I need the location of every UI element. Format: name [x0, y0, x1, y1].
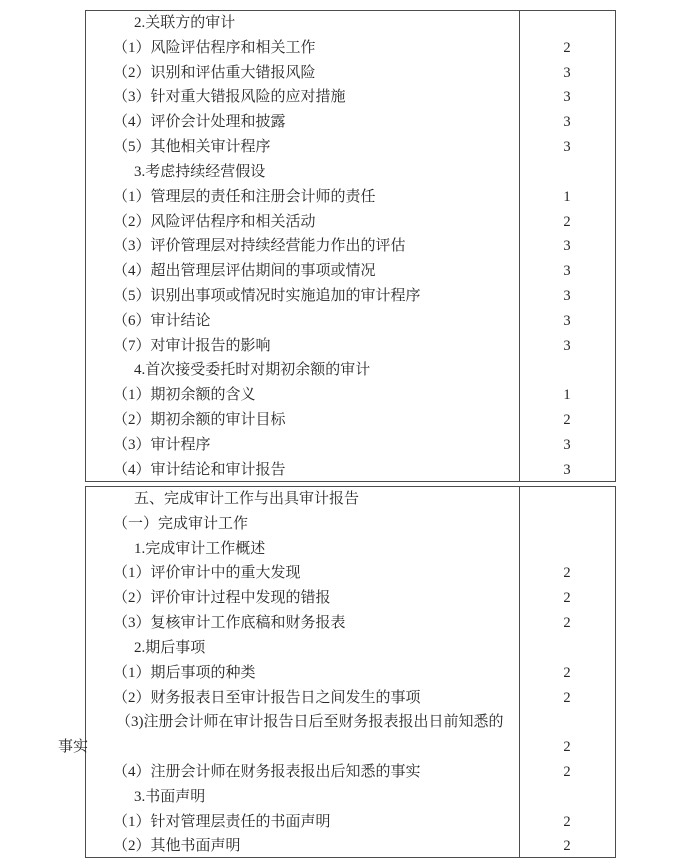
row-page-number: 1 — [563, 188, 571, 205]
toc-table-lower — [58, 486, 616, 858]
row-title: （1）风险评估程序和相关工作 — [113, 39, 316, 56]
table-row — [86, 36, 615, 61]
row-page-number: 2 — [563, 590, 571, 607]
table-row — [86, 234, 615, 259]
row-title: 3.考虑持续经营假设 — [134, 163, 266, 180]
row-title: 4.首次接受委托时对期初余额的审计 — [134, 362, 371, 379]
rows-container-upper — [86, 11, 615, 482]
table-row — [86, 586, 615, 611]
row-page-number: 2 — [563, 39, 571, 56]
row-title: （5）其他相关审计程序 — [113, 139, 271, 156]
table-row — [86, 537, 615, 562]
table-row — [86, 487, 615, 512]
row-title: （4）注册会计师在财务报表报出后知悉的事实 — [113, 763, 421, 780]
table-row — [86, 11, 615, 36]
row-title: （1）针对管理层责任的书面声明 — [113, 813, 331, 830]
row-page-number: 3 — [563, 263, 571, 280]
row-title: （2）财务报表日至审计报告日之间发生的事项 — [113, 689, 421, 706]
row-title: （1）期初余额的含义 — [113, 387, 256, 404]
row-page-number: 3 — [563, 89, 571, 106]
table-row — [86, 135, 615, 160]
row-page-number: 2 — [563, 813, 571, 830]
table-row — [86, 561, 615, 586]
row-title: （7）对审计报告的影响 — [113, 337, 271, 354]
rows-container-lower — [58, 487, 615, 859]
table-row — [86, 661, 615, 686]
row-page-number: 2 — [563, 615, 571, 632]
row-title: 3.书面声明 — [134, 788, 206, 805]
row-title: 1.完成审计工作概述 — [134, 540, 266, 557]
column-divider — [519, 487, 520, 857]
row-title: （1）评价审计中的重大发现 — [113, 565, 301, 582]
row-page-number: 3 — [563, 461, 571, 478]
table-row — [58, 710, 615, 760]
table-row — [86, 458, 615, 483]
row-page-number: 3 — [563, 436, 571, 453]
table-row — [86, 284, 615, 309]
table-row — [86, 383, 615, 408]
row-page-number: 3 — [563, 287, 571, 304]
row-title: （一）完成审计工作 — [113, 515, 249, 532]
row-page-number: 2 — [563, 213, 571, 230]
row-title: （4）审计结论和审计报告 — [113, 461, 286, 478]
row-page-number: 2 — [563, 763, 571, 780]
table-row — [86, 834, 615, 859]
row-title: （4）超出管理层评估期间的事项或情况 — [113, 263, 376, 280]
row-title: 五、完成审计工作与出具审计报告 — [134, 491, 360, 507]
row-title: （3）审计程序 — [113, 436, 211, 453]
row-title: （3）复核审计工作底稿和财务报表 — [113, 615, 346, 632]
table-row — [86, 512, 615, 537]
table-row — [86, 334, 615, 359]
row-title: （2）期初余额的审计目标 — [113, 412, 286, 428]
table-row — [86, 636, 615, 661]
row-title: （3）针对重大错报风险的应对措施 — [113, 89, 346, 106]
row-page-number: 2 — [563, 565, 571, 582]
row-page-number: 3 — [563, 312, 571, 329]
row-title: （4）评价会计处理和披露 — [113, 114, 286, 131]
row-page-number: 3 — [563, 238, 571, 255]
row-page-number: 1 — [563, 387, 571, 404]
row-title: （3）评价管理层对持续经营能力作出的评估 — [113, 238, 406, 255]
row-page-number: 2 — [563, 664, 571, 681]
row-title: （3)注册会计师在审计报告日后至财务报表报出日前知悉的 — [116, 714, 504, 731]
row-title: 2.关联方的审计 — [134, 15, 236, 31]
row-page-number: 3 — [563, 114, 571, 131]
row-title: （1）期后事项的种类 — [113, 664, 256, 681]
table-row — [86, 358, 615, 383]
table-row — [86, 61, 615, 86]
row-page-number: 3 — [563, 337, 571, 354]
row-page-number: 3 — [563, 139, 571, 156]
row-title: （2）评价审计过程中发现的错报 — [113, 590, 331, 607]
toc-table-upper — [85, 10, 616, 482]
table-row — [86, 433, 615, 458]
row-page-number: 2 — [563, 739, 571, 756]
table-row — [86, 408, 615, 433]
row-page-number: 3 — [563, 64, 571, 81]
row-title-continuation: 事实 — [58, 739, 89, 756]
table-row — [86, 810, 615, 835]
table-row — [86, 110, 615, 135]
row-title: （1）管理层的责任和注册会计师的责任 — [113, 188, 376, 205]
table-row — [86, 85, 615, 110]
table-row — [86, 259, 615, 284]
row-page-number: 2 — [563, 689, 571, 706]
row-title: （2）识别和评估重大错报风险 — [113, 64, 316, 81]
table-row — [86, 210, 615, 235]
row-title: （6）审计结论 — [113, 312, 211, 329]
row-title: （5）识别出事项或情况时实施追加的审计程序 — [113, 287, 421, 304]
table-row — [86, 309, 615, 334]
table-row — [86, 686, 615, 711]
table-row — [86, 785, 615, 810]
row-title: 2.期后事项 — [134, 639, 206, 656]
row-page-number: 2 — [563, 412, 571, 428]
column-divider — [519, 11, 520, 481]
row-title: （2）其他书面声明 — [113, 838, 241, 855]
row-page-number: 2 — [563, 838, 571, 855]
table-row — [86, 160, 615, 185]
table-row — [86, 185, 615, 210]
table-row — [86, 760, 615, 785]
row-title: （2）风险评估程序和相关活动 — [113, 213, 316, 230]
table-row — [86, 611, 615, 636]
